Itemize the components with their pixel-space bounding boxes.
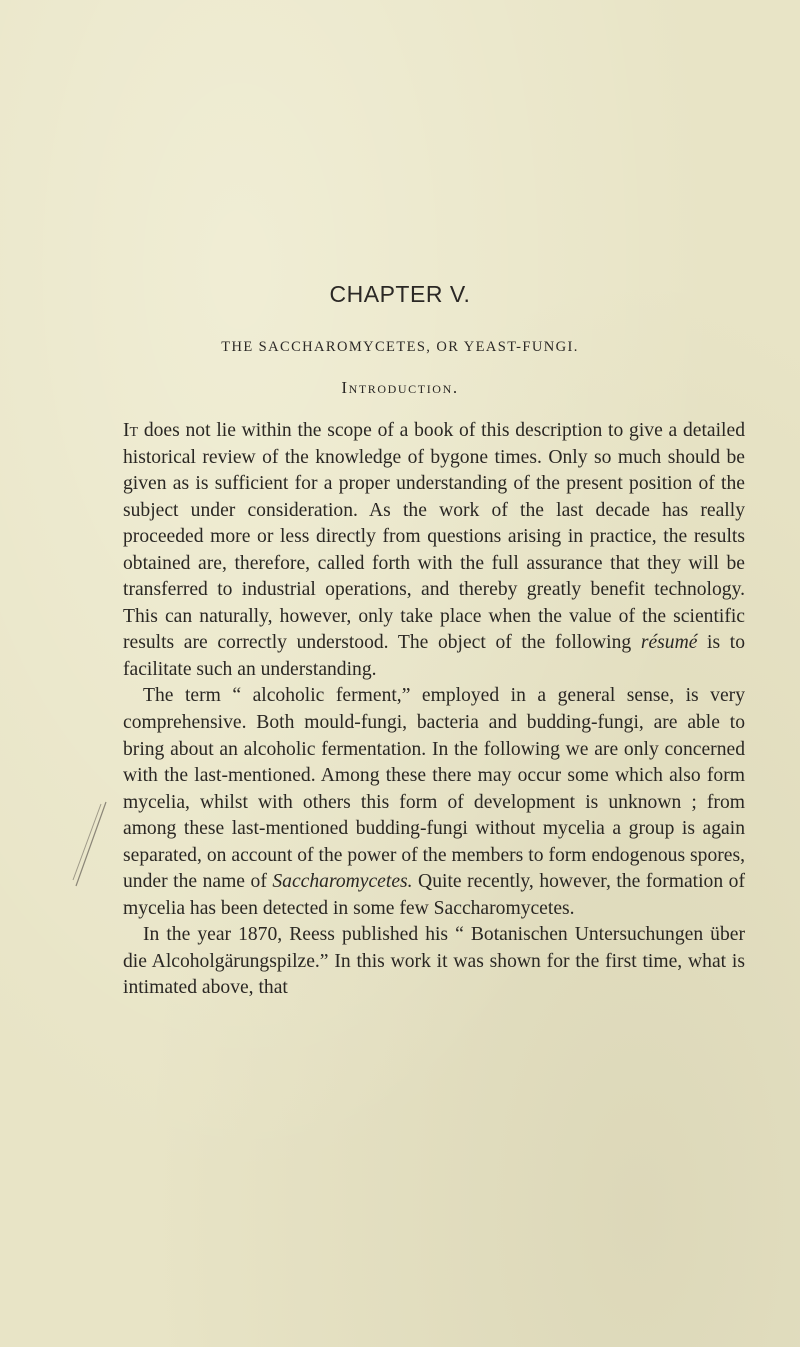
- italic-term-resume: résumé: [640, 632, 698, 654]
- paragraph-3: [123, 922, 745, 1002]
- paragraph-1-text: does not lie within the scope of a book of this description to give a detailed historical review of the knowledge of bygone times. Only so much should be given as is sufficient for a proper understanding of the present position of the subject under consideration. As the work of the last decade has really proceeded more or less directly from questions arising in practice, the results obtained are, therefore, called forth with the full assurance that they will be transferred to industrial operations, and thereby greatly benefit technology. This can naturally, however, only take place when the value of the scientific results are correctly understood. The object of the following: [123, 420, 745, 654]
- italic-term-saccharomycetes: Saccharomycetes.: [272, 871, 413, 893]
- chapter-subtitle: THE SACCHAROMYCETES, OR YEAST-FUNGI.: [221, 339, 579, 355]
- paragraph-2: [123, 683, 745, 922]
- paragraph-3-text: In the year 1870, Reess published his “ Botanischen Untersuchungen über die Alcoholgärungspilze.” In this work it was shown for the first time, what is intimated above, that: [123, 924, 745, 999]
- chapter-title: CHAPTER V.: [329, 281, 471, 307]
- section-heading: Introduction.: [341, 378, 459, 397]
- paragraph-1: [123, 418, 745, 683]
- paragraph-1-text-end: is to facilitate such an understanding.: [123, 632, 746, 680]
- body-text: [123, 418, 745, 1002]
- paragraph-2-text: The term “ alcoholic ferment,” employed in a general sense, is very comprehensive. Both mould-fungi, bacteria and budding-fungi, are able to bring about an alcoholic fermentation. In the following we are only concerned with the last-mentioned. Among these there may occur some which also form mycelia, whilst with others this form of development is unknown ; from among these last-mentioned budding-fungi without mycelia a group is again separated, on account of the power of the members to form endogenous spores, under the name of: [123, 685, 745, 893]
- paragraph-lead-word: It: [123, 420, 139, 441]
- paragraph-2-text-end: Quite recently, however, the formation of mycelia has been detected in some few Saccharomycetes.: [123, 871, 745, 919]
- pencil-margin-mark: [70, 800, 110, 890]
